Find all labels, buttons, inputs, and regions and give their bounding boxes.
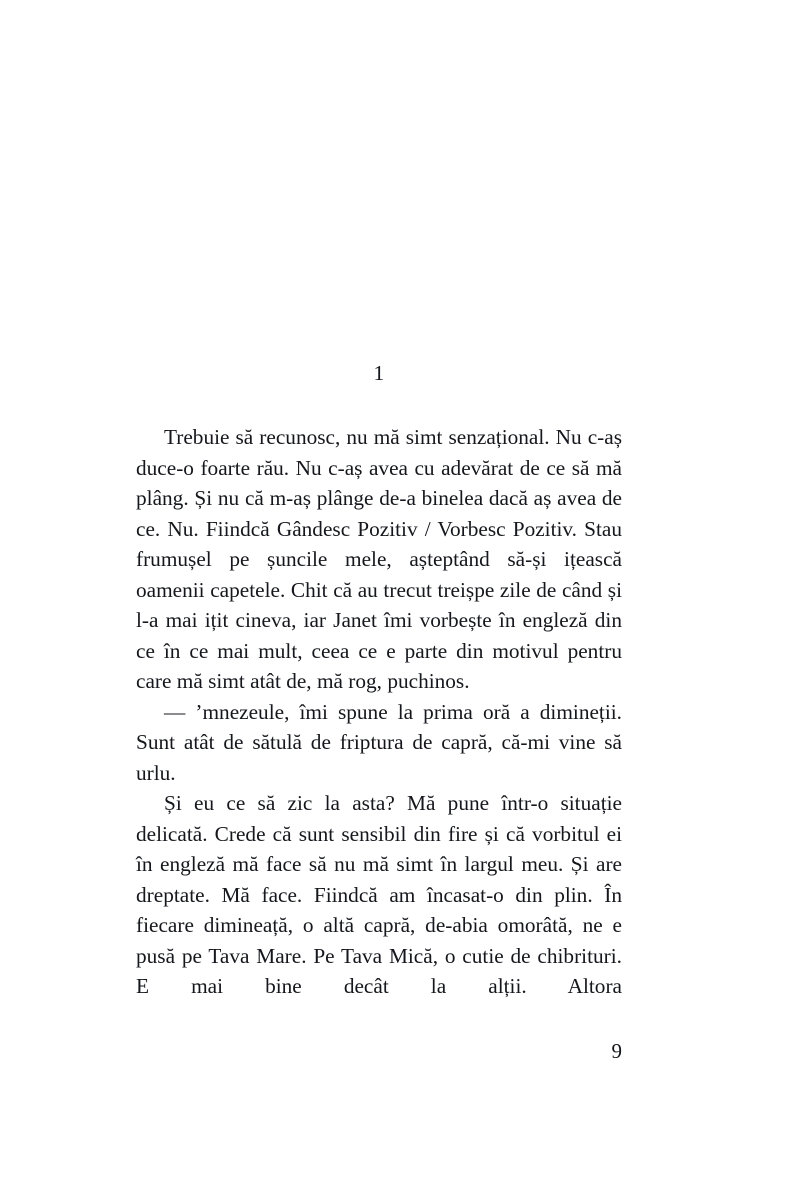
paragraph: Și eu ce să zic la asta? Mă pune într-o situație delicată. Crede că sunt sensibil din fire și că vorbitul ei în engleză mă face să nu mă simt în largul meu. Și are dreptate. Mă face. Fiindcă am încasat-o din plin. În fiecare dimineață, o altă capră, de-abia omorâtă, ne e pusă pe Tava Mare. Pe Tava Mică, o cutie de chibrituri. E mai bine decât la alții. Altora <box>136 791 622 998</box>
body-text <box>136 422 622 1002</box>
paragraph: — ’mnezeule, îmi spune la prima oră a dimineții. Sunt atât de sătulă de friptura de capră, că-mi vine să urlu. <box>136 699 622 785</box>
chapter-number: 1 <box>373 361 385 385</box>
page-number: 9 <box>611 1039 622 1063</box>
paragraph: Trebuie să recunosc, nu mă simt senzațional. Nu c-aș duce-o foarte rău. Nu c-aș avea cu adevărat de ce să mă plâng. Și nu că m-aș plânge de-a binelea dacă aș avea de ce. Nu. Fiindcă Gândesc Pozitiv / Vorbesc Pozitiv. Stau frumușel pe șuncile mele, așteptând să-și ițească oamenii capetele. Chit că au trecut treișpe zile de când și l-a mai ițit cineva, iar Janet îmi vorbește în engleză din ce în ce mai mult, ceea ce e parte din motivul pentru care mă simt atât de, mă rog, puchinos. <box>136 425 622 693</box>
